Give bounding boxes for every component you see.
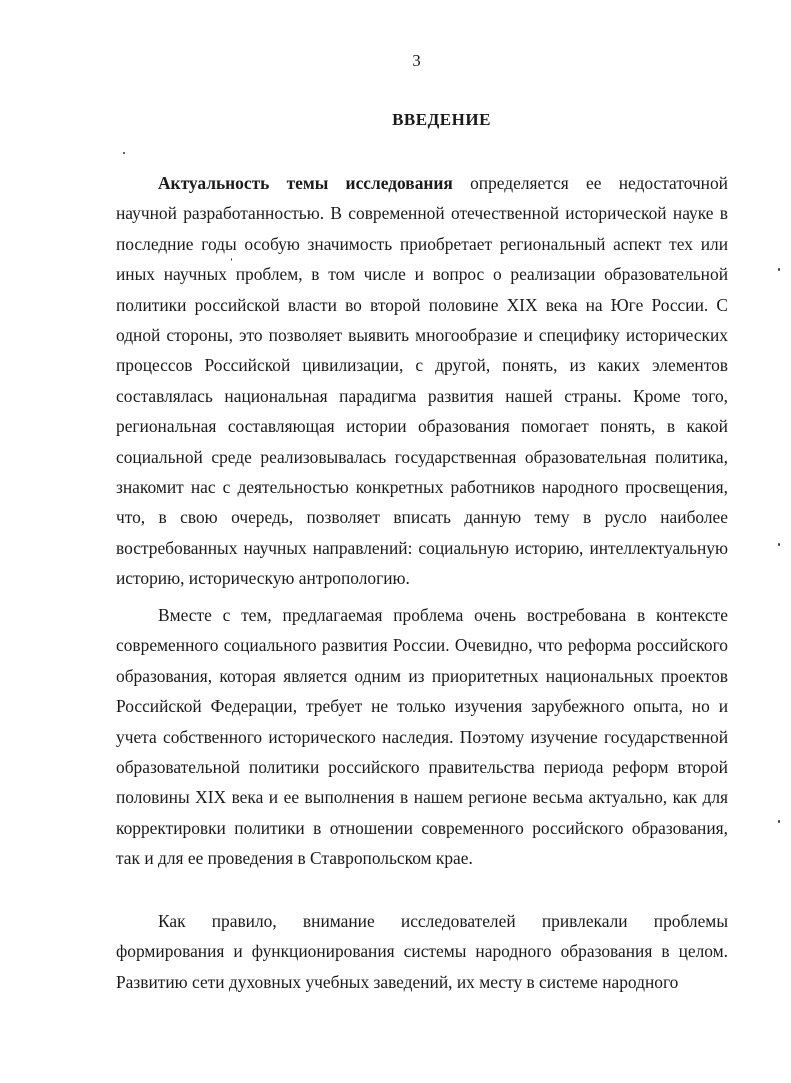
paragraph-context bbox=[116, 600, 728, 874]
page-number: 3 bbox=[412, 51, 421, 70]
scan-speck bbox=[231, 258, 232, 261]
paragraph-1 bbox=[116, 168, 728, 594]
paragraph-research bbox=[116, 906, 728, 997]
paragraph-1-text: определяется ее недостаточной научной разработанностью. В современной отечественной исторической науке в последние годы особую значимость приобретает региональный аспект тех или иных научных проблем, в том числе и вопрос о реализации образовательной политики российской власти во второй половине XIX века на Юге России. С одной стороны, это позволяет выявить многообразие и специфику исторических процессов Российской цивилизации, с другой, понять, из каких элементов составлялась национальная парадигма развития нашей страны. Кроме того, региональная составляющая истории образования помогает понять, в какой социальной среде реализовывалась государственная образовательная политика, знакомит нас с деятельностью конкретных работников народного просвещения, что, в свою очередь, позволяет вписать данную тему в русло наиболее востребованных научных направлений: социальную историю, интеллектуальную историю, историческую антропологию. bbox=[116, 173, 728, 589]
scan-speck bbox=[778, 543, 780, 546]
paragraph-2: Вместе с тем, предлагаемая проблема очень востребована в контексте современного социального развития России. Очевидно, что реформа российского образования, которая является одним из приоритетных национальных проектов Российской Федерации, требует не только изучения зарубежного опыта, но и учета собственного исторического наследия. Поэтому изучение государственной образовательной политики российского правительства периода реформ второй половины XIX века и ее выполнения в нашем регионе весьма актуально, как для корректировки политики в отношении современного российского образования, так и для ее проведения в Ставропольском крае. bbox=[116, 605, 728, 869]
paragraph-1-lead: Актуальность темы исследования bbox=[158, 173, 453, 193]
scan-speck bbox=[778, 268, 780, 271]
paragraph-relevance bbox=[116, 168, 728, 594]
scan-speck bbox=[123, 152, 125, 154]
scan-speck bbox=[778, 820, 780, 823]
section-title: ВВЕДЕНИЕ bbox=[392, 110, 491, 129]
paragraph-3: Как правило, внимание исследователей привлекали проблемы формирования и функционирования системы народного образования в целом. Развитию сети духовных учебных заведений, их месту в системе народного bbox=[116, 911, 728, 992]
